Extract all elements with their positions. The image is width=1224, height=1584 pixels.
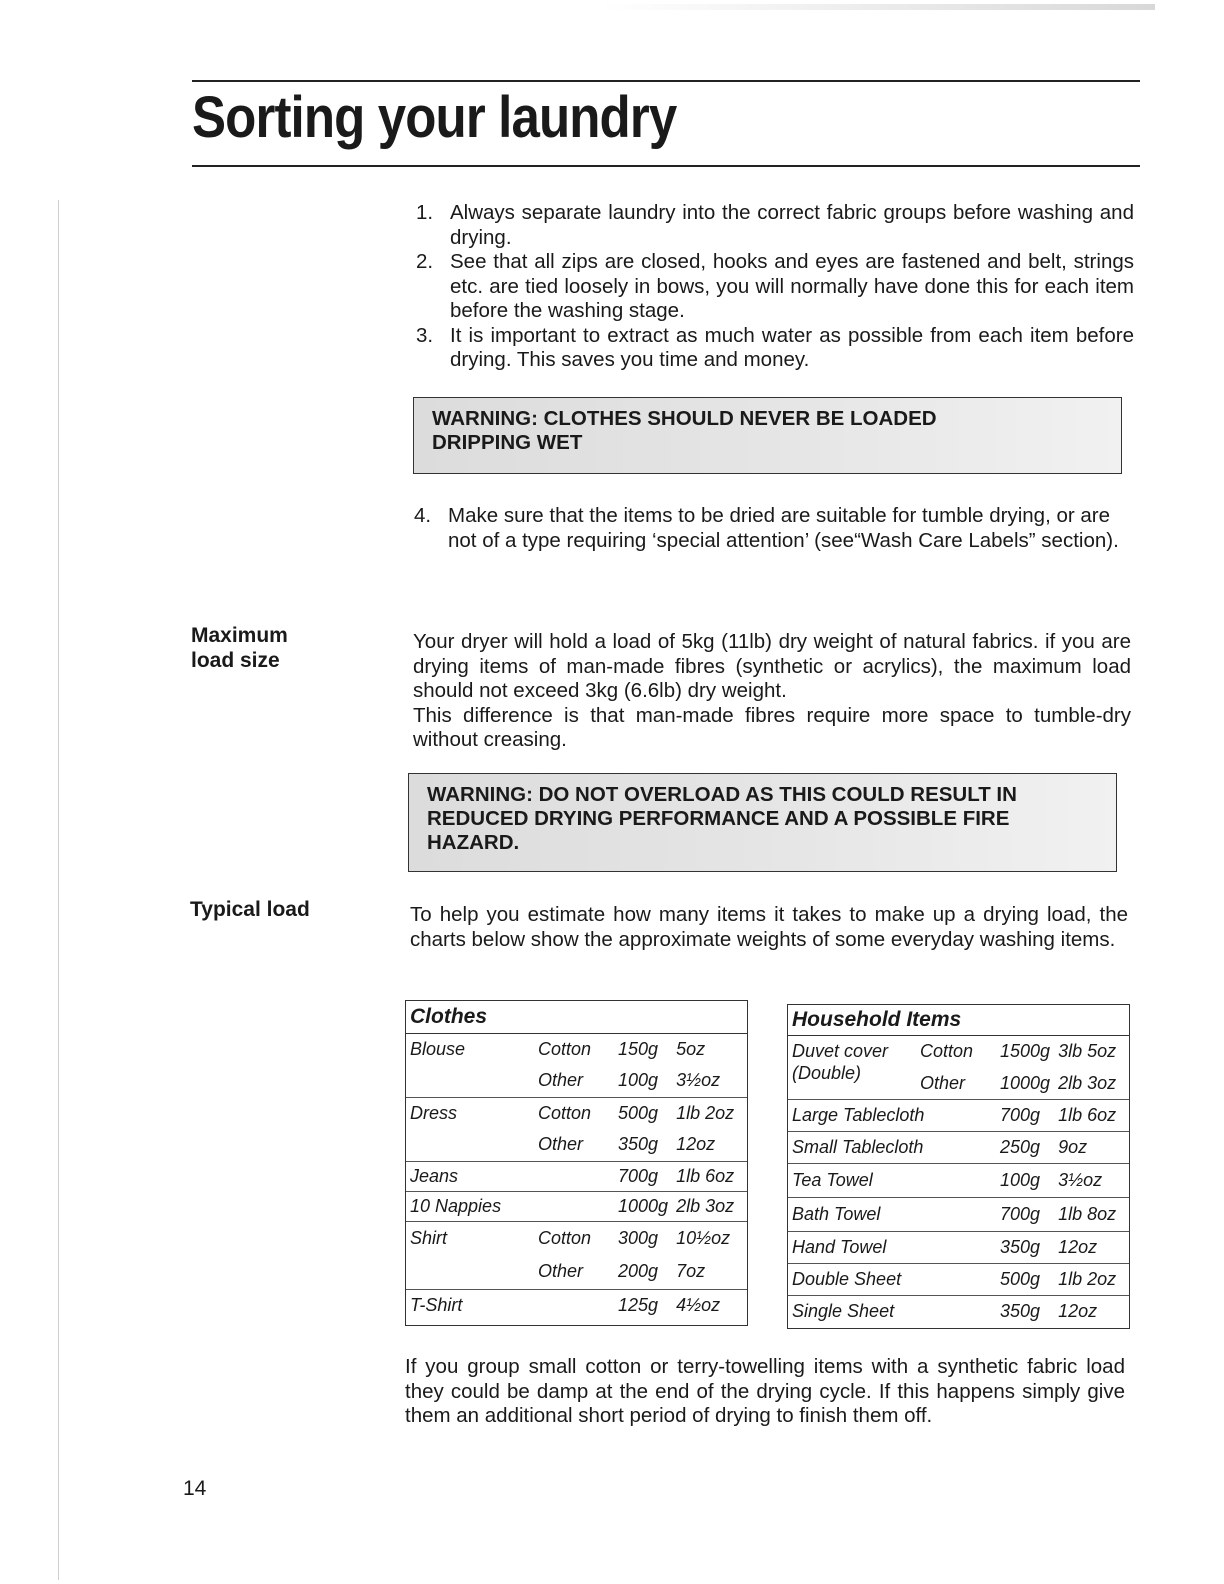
steps-list <box>416 201 1134 373</box>
max-load-text: Your dryer will hold a load of 5kg (11lb) dry weight of natural fabrics. if you are drying items of man-made fibres (synthetic or acrylics), the maximum load should not exceed 3kg (6.6lb) dry weight. This difference is that man-made fibres require more space to tumble-dry without creasing. <box>413 630 1131 751</box>
scan-edge-shadow <box>600 4 1155 10</box>
list-item: 4. Make sure that the items to be dried are suitable for tumble drying, or are not of a type requiring ‘special attention’ (see“Wash Care Labels” section). <box>414 504 1119 552</box>
title-rule-top <box>192 80 1140 82</box>
clothes-table-header: Clothes <box>406 1001 747 1033</box>
warning-dripping-wet: WARNING: CLOTHES SHOULD NEVER BE LOADED DRIPPING WET <box>413 397 1122 474</box>
household-table <box>788 1005 1129 1327</box>
table-row: Other 100g 3½oz <box>538 1070 721 1091</box>
scan-gutter-line <box>58 200 59 1580</box>
table-row: Dress Cotton 500g 1lb 2oz <box>406 1097 747 1129</box>
table-row: Hand Towel 350g 12oz <box>788 1231 1129 1263</box>
closing-paragraph: If you group small cotton or terry-towelling items with a synthetic fabric load they could be damp at the end of the drying cycle. If this happens simply give them an additional short period of drying to finish them off. <box>405 1355 1125 1427</box>
duvet-cover-label: Duvet cover (Double) <box>792 1040 889 1083</box>
table-row: Other 1000g 2lb 3oz <box>920 1072 1117 1093</box>
table-row: Single Sheet 350g 12oz <box>788 1295 1129 1327</box>
table-row: Shirt Cotton 300g 10½oz <box>406 1221 747 1255</box>
table-row: Other 350g 12oz <box>538 1134 716 1155</box>
table-row: T-Shirt 125g 4½oz <box>406 1289 747 1321</box>
list-item: 1. Always separate laundry into the correct fabric groups before washing and drying. <box>416 201 1134 249</box>
table-row: Jeans 700g 1lb 6oz <box>406 1161 747 1191</box>
list-item: 2. See that all zips are closed, hooks and eyes are fastened and belt, strings etc. are tied loosely in bows, you will normally have done this for each item before the washing stage. <box>416 250 1134 322</box>
table-row: Duvet cover (Double) Cotton 1500g 3lb 5oz <box>788 1035 1129 1068</box>
title-rule-bottom <box>192 165 1140 167</box>
list-item: 3. It is important to extract as much water as possible from each item before drying. This saves you time and money. <box>416 323 1134 371</box>
household-table-header: Household Items <box>788 1005 1129 1035</box>
table-row: 10 Nappies 1000g 2lb 3oz <box>406 1191 747 1221</box>
table-row: Tea Towel 100g 3½oz <box>788 1163 1129 1197</box>
typical-load-heading: Typical load <box>190 898 310 921</box>
table-row: Small Tablecloth 250g 9oz <box>788 1131 1129 1163</box>
warning-overload: WARNING: DO NOT OVERLOAD AS THIS COULD RESULT IN REDUCED DRYING PERFORMANCE AND A POSSIBLE FIRE HAZARD. <box>408 773 1117 872</box>
max-load-heading: Maximum load size <box>191 624 288 672</box>
table-row: Double Sheet 500g 1lb 2oz <box>788 1263 1129 1295</box>
clothes-table <box>406 1001 747 1321</box>
table-row: Blouse Cotton 150g 5oz <box>410 1038 706 1059</box>
steps-list-continued <box>414 504 1120 553</box>
table-row: Bath Towel 700g 1lb 8oz <box>788 1197 1129 1231</box>
page-number: 14 <box>183 1477 207 1500</box>
table-row: Large Tablecloth 700g 1lb 6oz <box>788 1099 1129 1131</box>
page-title: Sorting your laundry <box>192 85 677 150</box>
table-row: Other 200g 7oz <box>538 1261 706 1282</box>
typical-load-text: To help you estimate how many items it takes to make up a drying load, the charts below show the approximate weights of some everyday washing items. <box>410 903 1128 951</box>
